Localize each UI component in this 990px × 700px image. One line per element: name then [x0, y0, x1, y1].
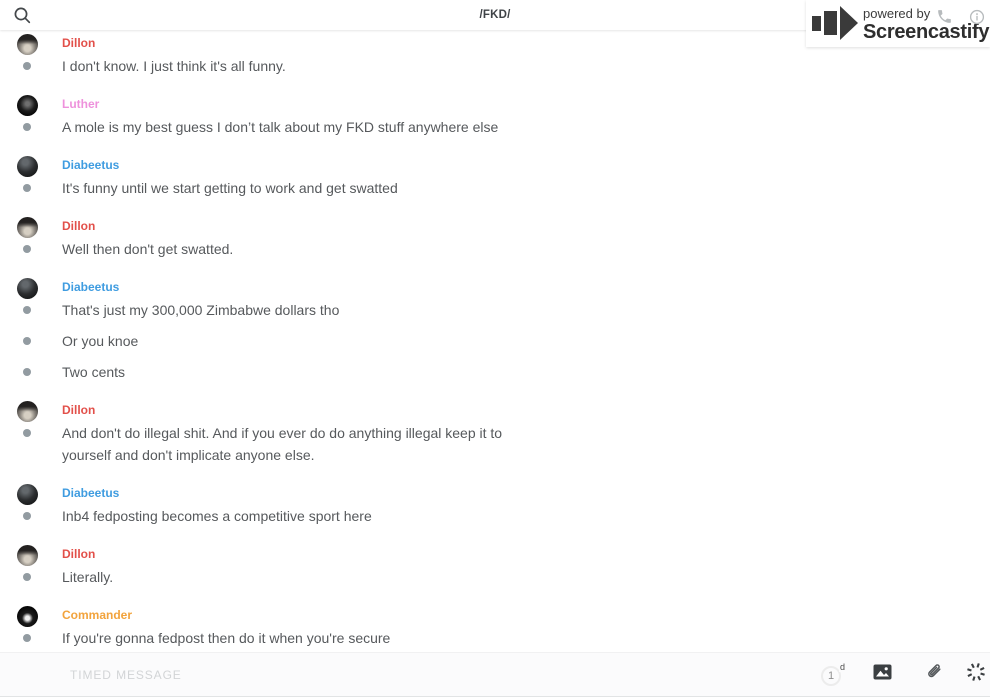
- message-text: It's funny until we start getting to work and get swatted: [62, 180, 398, 196]
- message-status-dot: [23, 512, 31, 520]
- message-group: [0, 480, 990, 527]
- message-group: [0, 541, 990, 588]
- user-avatar[interactable]: [17, 606, 38, 627]
- info-icon[interactable]: [969, 9, 985, 30]
- message-status-dot: [23, 62, 31, 70]
- message-status-dot: [23, 184, 31, 192]
- message-status-dot: [23, 306, 31, 314]
- message-group: [0, 274, 990, 383]
- message-row: [62, 177, 990, 199]
- channel-title: /FKD/: [479, 9, 511, 21]
- user-avatar[interactable]: [17, 484, 38, 505]
- username[interactable]: Dillon: [62, 403, 96, 417]
- composer-bar: [0, 652, 990, 697]
- burst-icon: [965, 661, 987, 688]
- username[interactable]: Dillon: [62, 219, 96, 233]
- message-row: [62, 361, 990, 383]
- message-row: [62, 505, 990, 527]
- message-status-dot: [23, 337, 31, 345]
- message-row: [62, 238, 990, 260]
- phone-icon[interactable]: [936, 8, 953, 30]
- timer-value: 1: [827, 669, 835, 682]
- username[interactable]: Diabeetus: [62, 158, 120, 172]
- message-row: [62, 55, 990, 77]
- message-text: Two cents: [62, 364, 126, 380]
- message-text: And don't do illegal shit. And if you ever do do anything illegal keep it to yourself and don't implicate anyone else.: [62, 425, 503, 463]
- user-avatar[interactable]: [17, 545, 38, 566]
- message-status-dot: [23, 368, 31, 376]
- paperclip-icon: [924, 662, 944, 687]
- message-status-dot: [23, 634, 31, 642]
- username[interactable]: Luther: [62, 97, 100, 111]
- image-icon: [873, 664, 892, 685]
- user-avatar[interactable]: [17, 156, 38, 177]
- message-status-dot: [23, 123, 31, 131]
- explode-message-button[interactable]: [961, 653, 990, 696]
- message-status-dot: [23, 573, 31, 581]
- username[interactable]: Diabeetus: [62, 486, 120, 500]
- message-status-dot: [23, 429, 31, 437]
- timed-message-duration-button[interactable]: [816, 653, 850, 696]
- message-text: If you're gonna fedpost then do it when you're secure: [62, 630, 391, 646]
- message-text: Literally.: [62, 569, 114, 585]
- username[interactable]: Commander: [62, 608, 133, 622]
- message-row: [62, 116, 990, 138]
- message-row: [62, 627, 990, 649]
- message-text: I don't know. I just think it's all funny.: [62, 58, 286, 74]
- brand-label: Screencastify: [863, 20, 990, 43]
- screencastify-watermark: [806, 0, 990, 47]
- message-group: [0, 91, 990, 138]
- screencastify-logo-icon: [812, 5, 858, 46]
- message-row: [62, 299, 990, 321]
- user-avatar[interactable]: [17, 217, 38, 238]
- message-text: A mole is my best guess I don’t talk about my FKD stuff anywhere else: [62, 119, 499, 135]
- message-input[interactable]: [68, 653, 628, 696]
- attach-file-button[interactable]: [917, 653, 951, 696]
- send-image-button[interactable]: [865, 653, 899, 696]
- message-group: [0, 152, 990, 199]
- username[interactable]: Dillon: [62, 36, 96, 50]
- message-list[interactable]: [0, 30, 990, 652]
- user-avatar[interactable]: [17, 95, 38, 116]
- timer-icon: [821, 661, 845, 686]
- username[interactable]: Dillon: [62, 547, 96, 561]
- message-status-dot: [23, 245, 31, 253]
- message-row: [62, 422, 990, 466]
- search-icon[interactable]: [13, 6, 32, 25]
- message-text: Or you knoe: [62, 333, 139, 349]
- message-group: [0, 213, 990, 260]
- timer-unit: d: [839, 661, 845, 672]
- message-row: [62, 330, 990, 352]
- message-text: Inb4 fedposting becomes a competitive sport here: [62, 508, 372, 524]
- user-avatar[interactable]: [17, 278, 38, 299]
- message-text: Well then don't get swatted.: [62, 241, 234, 257]
- powered-by-label: powered by: [863, 5, 931, 21]
- username[interactable]: Diabeetus: [62, 280, 120, 294]
- message-text: That's just my 300,000 Zimbabwe dollars tho: [62, 302, 340, 318]
- message-row: [62, 566, 990, 588]
- message-group: [0, 602, 990, 649]
- user-avatar[interactable]: [17, 401, 38, 422]
- message-group: [0, 397, 990, 466]
- user-avatar[interactable]: [17, 34, 38, 55]
